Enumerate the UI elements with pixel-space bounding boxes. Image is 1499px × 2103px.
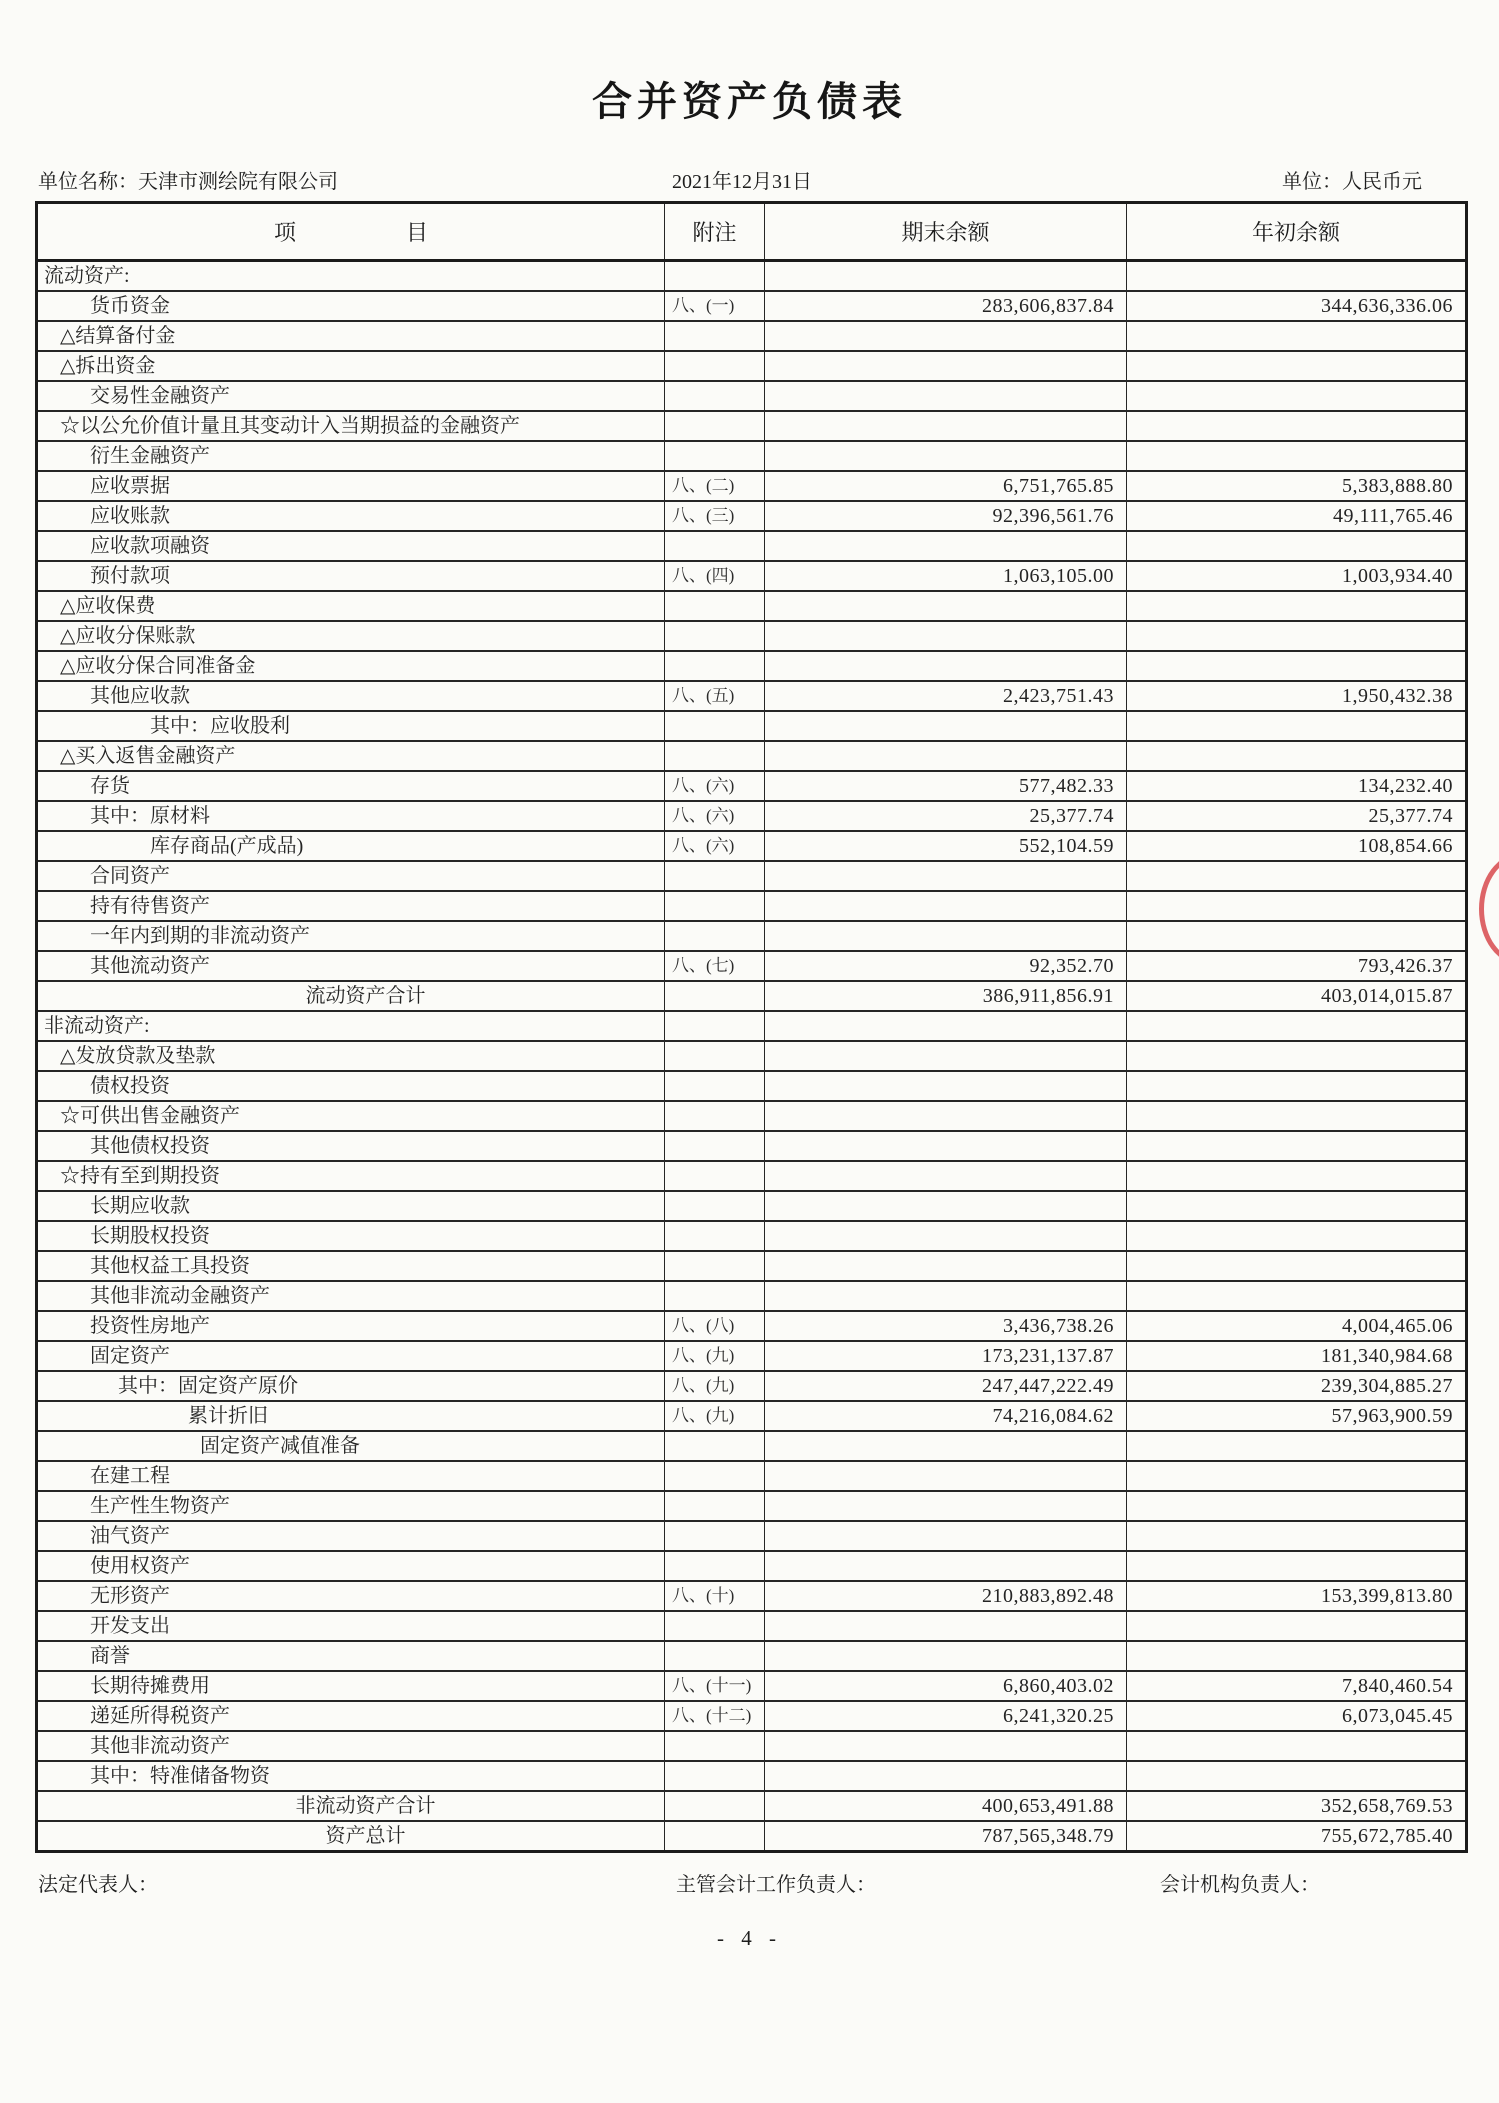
row-item-label: △发放贷款及垫款 <box>37 1041 665 1071</box>
row-begin-balance: 1,003,934.40 <box>1127 561 1467 591</box>
row-begin-balance <box>1127 1131 1467 1161</box>
row-note <box>665 1731 765 1761</box>
table-row <box>37 771 1467 801</box>
row-item-label: 其他债权投资 <box>37 1131 665 1161</box>
balance-table-body <box>37 261 1467 1852</box>
row-end-balance: 92,396,561.76 <box>765 501 1127 531</box>
company-name <box>38 165 338 194</box>
row-item-label: 库存商品(产成品) <box>37 831 665 861</box>
row-begin-balance: 153,399,813.80 <box>1127 1581 1467 1611</box>
row-note: 八、(二) <box>665 471 765 501</box>
row-end-balance <box>765 1761 1127 1791</box>
row-end-balance: 577,482.33 <box>765 771 1127 801</box>
row-begin-balance: 239,304,885.27 <box>1127 1371 1467 1401</box>
row-begin-balance <box>1127 1191 1467 1221</box>
table-row <box>37 921 1467 951</box>
row-item-label: 持有待售资产 <box>37 891 665 921</box>
currency-unit-value: 人民币元 <box>1342 171 1422 193</box>
row-end-balance: 6,860,403.02 <box>765 1671 1127 1701</box>
row-item-label: 货币资金 <box>37 291 665 321</box>
row-note <box>665 1791 765 1821</box>
row-item-label: △买入返售金融资产 <box>37 741 665 771</box>
row-note <box>665 1761 765 1791</box>
row-item-label: 非流动资产: <box>37 1011 665 1041</box>
table-row <box>37 1641 1467 1671</box>
row-end-balance <box>765 321 1127 351</box>
row-item-label: 使用权资产 <box>37 1551 665 1581</box>
row-item-label: 递延所得税资产 <box>37 1701 665 1731</box>
row-note <box>665 531 765 561</box>
table-row <box>37 1011 1467 1041</box>
page-title: 合并资产负债表 <box>592 79 907 124</box>
row-begin-balance: 181,340,984.68 <box>1127 1341 1467 1371</box>
row-end-balance <box>765 1101 1127 1131</box>
row-note: 八、(六) <box>665 831 765 861</box>
row-end-balance: 2,423,751.43 <box>765 681 1127 711</box>
row-item-label: 其他流动资产 <box>37 951 665 981</box>
table-row <box>37 891 1467 921</box>
row-end-balance: 787,565,348.79 <box>765 1821 1127 1852</box>
row-note <box>665 351 765 381</box>
table-row <box>37 1251 1467 1281</box>
row-item-label: 应收账款 <box>37 501 665 531</box>
table-row <box>37 741 1467 771</box>
row-begin-balance: 352,658,769.53 <box>1127 1791 1467 1821</box>
row-note <box>665 621 765 651</box>
row-end-balance <box>765 261 1127 292</box>
row-begin-balance <box>1127 741 1467 771</box>
table-row <box>37 531 1467 561</box>
company-value: 天津市测绘院有限公司 <box>138 171 338 193</box>
row-item-label: △结算备付金 <box>37 321 665 351</box>
table-row <box>37 291 1467 321</box>
row-begin-balance <box>1127 861 1467 891</box>
row-note: 八、(十二) <box>665 1701 765 1731</box>
row-item-label: 投资性房地产 <box>37 1311 665 1341</box>
row-note <box>665 1641 765 1671</box>
row-note <box>665 441 765 471</box>
row-end-balance <box>765 381 1127 411</box>
table-row <box>37 1491 1467 1521</box>
table-row <box>37 1041 1467 1071</box>
row-note <box>665 651 765 681</box>
currency-unit <box>1282 165 1422 194</box>
row-begin-balance <box>1127 411 1467 441</box>
table-row <box>37 621 1467 651</box>
row-begin-balance: 5,383,888.80 <box>1127 471 1467 501</box>
row-note <box>665 1191 765 1221</box>
table-row <box>37 441 1467 471</box>
row-note: 八、(三) <box>665 501 765 531</box>
row-note <box>665 891 765 921</box>
row-end-balance: 6,241,320.25 <box>765 1701 1127 1731</box>
row-end-balance <box>765 1191 1127 1221</box>
row-item-label: 生产性生物资产 <box>37 1491 665 1521</box>
row-note <box>665 411 765 441</box>
table-row <box>37 1581 1467 1611</box>
col-header-begin-balance: 年初余额 <box>1127 203 1467 261</box>
row-begin-balance <box>1127 1521 1467 1551</box>
row-item-label: 其中：固定资产原价 <box>37 1371 665 1401</box>
row-item-label: 非流动资产合计 <box>37 1791 665 1821</box>
row-begin-balance <box>1127 1461 1467 1491</box>
table-row <box>37 1371 1467 1401</box>
row-end-balance <box>765 1461 1127 1491</box>
row-note <box>665 861 765 891</box>
row-end-balance <box>765 1251 1127 1281</box>
row-item-label: ☆以公允价值计量且其变动计入当期损益的金融资产 <box>37 411 665 441</box>
row-begin-balance <box>1127 1731 1467 1761</box>
table-row <box>37 801 1467 831</box>
row-end-balance <box>765 891 1127 921</box>
report-date: 2021年12月31日 <box>672 171 812 193</box>
table-row <box>37 1101 1467 1131</box>
row-begin-balance <box>1127 1101 1467 1131</box>
row-begin-balance: 793,426.37 <box>1127 951 1467 981</box>
row-note <box>665 1101 765 1131</box>
row-end-balance <box>765 861 1127 891</box>
row-end-balance: 173,231,137.87 <box>765 1341 1127 1371</box>
table-row <box>37 1431 1467 1461</box>
row-note: 八、(八) <box>665 1311 765 1341</box>
row-end-balance <box>765 1551 1127 1581</box>
table-row <box>37 1461 1467 1491</box>
row-begin-balance: 134,232.40 <box>1127 771 1467 801</box>
row-item-label: △应收保费 <box>37 591 665 621</box>
row-note <box>665 1461 765 1491</box>
row-note <box>665 1071 765 1101</box>
row-begin-balance <box>1127 441 1467 471</box>
row-item-label: 长期应收款 <box>37 1191 665 1221</box>
table-row <box>37 711 1467 741</box>
row-begin-balance: 403,014,015.87 <box>1127 981 1467 1011</box>
table-row <box>37 1731 1467 1761</box>
row-note <box>665 1551 765 1581</box>
row-item-label: 油气资产 <box>37 1521 665 1551</box>
row-end-balance <box>765 711 1127 741</box>
accounting-head-label: 会计机构负责人： <box>1160 1874 1320 1896</box>
row-begin-balance <box>1127 1551 1467 1581</box>
row-begin-balance <box>1127 321 1467 351</box>
table-row <box>37 501 1467 531</box>
row-begin-balance <box>1127 1071 1467 1101</box>
row-begin-balance: 6,073,045.45 <box>1127 1701 1467 1731</box>
row-end-balance <box>765 1041 1127 1071</box>
row-begin-balance <box>1127 891 1467 921</box>
table-row <box>37 321 1467 351</box>
col-header-end-balance: 期末余额 <box>765 203 1127 261</box>
row-end-balance <box>765 1281 1127 1311</box>
row-begin-balance <box>1127 711 1467 741</box>
row-end-balance: 210,883,892.48 <box>765 1581 1127 1611</box>
row-note <box>665 1521 765 1551</box>
table-row <box>37 1611 1467 1641</box>
row-note <box>665 1491 765 1521</box>
row-end-balance <box>765 1491 1127 1521</box>
row-begin-balance <box>1127 1221 1467 1251</box>
row-end-balance: 1,063,105.00 <box>765 561 1127 591</box>
table-row <box>37 1311 1467 1341</box>
row-item-label: 其中：特准储备物资 <box>37 1761 665 1791</box>
row-begin-balance <box>1127 591 1467 621</box>
chief-accountant-label: 主管会计工作负责人： <box>676 1874 876 1896</box>
table-row <box>37 681 1467 711</box>
row-begin-balance: 25,377.74 <box>1127 801 1467 831</box>
row-note <box>665 1431 765 1461</box>
row-end-balance <box>765 1521 1127 1551</box>
row-item-label: 固定资产 <box>37 1341 665 1371</box>
row-begin-balance <box>1127 1281 1467 1311</box>
row-item-label: 合同资产 <box>37 861 665 891</box>
row-end-balance <box>765 1221 1127 1251</box>
table-row <box>37 951 1467 981</box>
row-end-balance: 25,377.74 <box>765 801 1127 831</box>
row-item-label: 存货 <box>37 771 665 801</box>
table-row <box>37 1281 1467 1311</box>
row-item-label: 流动资产: <box>37 261 665 292</box>
row-note: 八、(九) <box>665 1371 765 1401</box>
row-begin-balance <box>1127 261 1467 292</box>
row-item-label: △拆出资金 <box>37 351 665 381</box>
row-end-balance <box>765 1641 1127 1671</box>
row-begin-balance <box>1127 1161 1467 1191</box>
table-row <box>37 561 1467 591</box>
row-item-label: 其中：原材料 <box>37 801 665 831</box>
row-begin-balance <box>1127 1641 1467 1671</box>
row-begin-balance <box>1127 1761 1467 1791</box>
row-end-balance: 552,104.59 <box>765 831 1127 861</box>
row-begin-balance: 4,004,465.06 <box>1127 1311 1467 1341</box>
row-end-balance: 400,653,491.88 <box>765 1791 1127 1821</box>
table-row <box>37 261 1467 292</box>
row-end-balance <box>765 1131 1127 1161</box>
table-row <box>37 1791 1467 1821</box>
row-item-label: 流动资产合计 <box>37 981 665 1011</box>
row-item-label: 其他非流动资产 <box>37 1731 665 1761</box>
row-item-label: △应收分保合同准备金 <box>37 651 665 681</box>
row-item-label: 长期待摊费用 <box>37 1671 665 1701</box>
row-note: 八、(九) <box>665 1401 765 1431</box>
company-label: 单位名称： <box>38 171 138 193</box>
row-note <box>665 1281 765 1311</box>
row-item-label: 其他权益工具投资 <box>37 1251 665 1281</box>
table-row <box>37 1401 1467 1431</box>
row-end-balance: 283,606,837.84 <box>765 291 1127 321</box>
row-item-label: 应收款项融资 <box>37 531 665 561</box>
row-note: 八、(六) <box>665 801 765 831</box>
row-item-label: 其他非流动金融资产 <box>37 1281 665 1311</box>
row-item-label: 固定资产减值准备 <box>37 1431 665 1461</box>
row-item-label: △应收分保账款 <box>37 621 665 651</box>
row-note <box>665 381 765 411</box>
row-end-balance <box>765 651 1127 681</box>
table-row <box>37 1551 1467 1581</box>
row-begin-balance: 344,636,336.06 <box>1127 291 1467 321</box>
table-row <box>37 1761 1467 1791</box>
page-number: - 4 - <box>717 1926 782 1950</box>
row-note <box>665 591 765 621</box>
table-row <box>37 1161 1467 1191</box>
row-end-balance <box>765 591 1127 621</box>
table-row <box>37 381 1467 411</box>
table-row <box>37 981 1467 1011</box>
row-note <box>665 321 765 351</box>
row-begin-balance <box>1127 1041 1467 1071</box>
row-item-label: 商誉 <box>37 1641 665 1671</box>
row-end-balance: 6,751,765.85 <box>765 471 1127 501</box>
table-row <box>37 1071 1467 1101</box>
row-end-balance <box>765 1611 1127 1641</box>
row-note <box>665 981 765 1011</box>
row-item-label: 无形资产 <box>37 1581 665 1611</box>
row-note: 八、(十) <box>665 1581 765 1611</box>
row-item-label: ☆可供出售金融资产 <box>37 1101 665 1131</box>
table-row <box>37 1221 1467 1251</box>
row-begin-balance <box>1127 1491 1467 1521</box>
signature-row <box>0 1868 1499 1894</box>
row-item-label: 累计折旧 <box>37 1401 665 1431</box>
row-item-label: 开发支出 <box>37 1611 665 1641</box>
table-row <box>37 1821 1467 1852</box>
row-item-label: 其中：应收股利 <box>37 711 665 741</box>
row-end-balance <box>765 441 1127 471</box>
row-begin-balance <box>1127 1251 1467 1281</box>
row-begin-balance <box>1127 1011 1467 1041</box>
row-note <box>665 1161 765 1191</box>
row-end-balance <box>765 1731 1127 1761</box>
row-begin-balance: 57,963,900.59 <box>1127 1401 1467 1431</box>
row-note <box>665 1131 765 1161</box>
row-begin-balance <box>1127 351 1467 381</box>
row-end-balance <box>765 741 1127 771</box>
row-begin-balance <box>1127 531 1467 561</box>
row-note: 八、(一) <box>665 291 765 321</box>
table-header <box>37 203 1467 261</box>
row-end-balance: 247,447,222.49 <box>765 1371 1127 1401</box>
table-row <box>37 1701 1467 1731</box>
table-row <box>37 1521 1467 1551</box>
row-item-label: 预付款项 <box>37 561 665 591</box>
row-note <box>665 261 765 292</box>
row-note <box>665 1611 765 1641</box>
row-note: 八、(九) <box>665 1341 765 1371</box>
row-end-balance: 74,216,084.62 <box>765 1401 1127 1431</box>
row-item-label: 债权投资 <box>37 1071 665 1101</box>
row-item-label: 在建工程 <box>37 1461 665 1491</box>
row-begin-balance <box>1127 621 1467 651</box>
row-begin-balance: 755,672,785.40 <box>1127 1821 1467 1852</box>
row-note <box>665 1821 765 1852</box>
col-header-note: 附注 <box>665 203 765 261</box>
row-item-label: 资产总计 <box>37 1821 665 1852</box>
table-row <box>37 861 1467 891</box>
row-end-balance: 3,436,738.26 <box>765 1311 1127 1341</box>
row-note <box>665 921 765 951</box>
col-header-item: 项 目 <box>37 203 665 261</box>
table-header-row <box>37 203 1467 261</box>
row-begin-balance: 108,854.66 <box>1127 831 1467 861</box>
row-end-balance <box>765 1011 1127 1041</box>
row-end-balance <box>765 621 1127 651</box>
row-note: 八、(六) <box>665 771 765 801</box>
row-note: 八、(五) <box>665 681 765 711</box>
row-note <box>665 711 765 741</box>
row-note <box>665 1251 765 1281</box>
table-row <box>37 1131 1467 1161</box>
row-begin-balance <box>1127 381 1467 411</box>
row-begin-balance <box>1127 1611 1467 1641</box>
table-row <box>37 831 1467 861</box>
row-item-label: 交易性金融资产 <box>37 381 665 411</box>
row-begin-balance: 7,840,460.54 <box>1127 1671 1467 1701</box>
row-note <box>665 1011 765 1041</box>
row-end-balance: 386,911,856.91 <box>765 981 1127 1011</box>
row-note: 八、(四) <box>665 561 765 591</box>
table-row <box>37 1191 1467 1221</box>
row-note: 八、(七) <box>665 951 765 981</box>
row-end-balance <box>765 921 1127 951</box>
row-item-label: 其他应收款 <box>37 681 665 711</box>
row-end-balance: 92,352.70 <box>765 951 1127 981</box>
row-item-label: 一年内到期的非流动资产 <box>37 921 665 951</box>
row-begin-balance <box>1127 1431 1467 1461</box>
red-seal-edge <box>1479 853 1499 965</box>
row-item-label: 应收票据 <box>37 471 665 501</box>
row-begin-balance: 1,950,432.38 <box>1127 681 1467 711</box>
row-end-balance <box>765 351 1127 381</box>
row-note: 八、(十一) <box>665 1671 765 1701</box>
balance-sheet-table <box>35 201 1468 1853</box>
currency-unit-label: 单位： <box>1282 171 1342 193</box>
row-end-balance <box>765 1431 1127 1461</box>
row-begin-balance <box>1127 921 1467 951</box>
table-row <box>37 351 1467 381</box>
row-item-label: 衍生金融资产 <box>37 441 665 471</box>
row-begin-balance <box>1127 651 1467 681</box>
table-row <box>37 411 1467 441</box>
table-row <box>37 471 1467 501</box>
meta-row <box>0 165 1499 193</box>
row-begin-balance: 49,111,765.46 <box>1127 501 1467 531</box>
row-note <box>665 1221 765 1251</box>
row-end-balance <box>765 411 1127 441</box>
table-row <box>37 591 1467 621</box>
row-end-balance <box>765 531 1127 561</box>
row-item-label: ☆持有至到期投资 <box>37 1161 665 1191</box>
table-row <box>37 1341 1467 1371</box>
row-end-balance <box>765 1071 1127 1101</box>
row-end-balance <box>765 1161 1127 1191</box>
table-row <box>37 1671 1467 1701</box>
row-note <box>665 741 765 771</box>
legal-representative-label: 法定代表人： <box>38 1874 158 1896</box>
table-row <box>37 651 1467 681</box>
row-item-label: 长期股权投资 <box>37 1221 665 1251</box>
row-note <box>665 1041 765 1071</box>
